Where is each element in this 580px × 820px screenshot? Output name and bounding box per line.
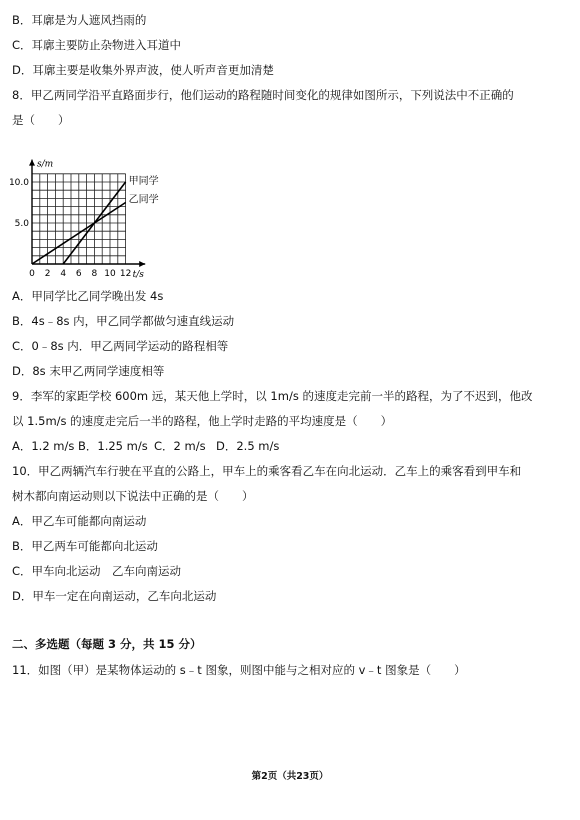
q10-option-b: B．甲乙两车可能都向北运动 bbox=[12, 539, 158, 553]
q10-option-a: A．甲乙车可能都向南运动 bbox=[12, 514, 147, 528]
q7-option-c: C．耳廓主要防止杂物进入耳道中 bbox=[12, 38, 182, 52]
x-tick-label: 4 bbox=[60, 269, 67, 279]
s-t-graph bbox=[8, 140, 173, 280]
q9-options bbox=[12, 438, 572, 454]
grid-lines bbox=[32, 174, 126, 264]
q9-option-a: A．1.2 m/s bbox=[12, 439, 75, 453]
q9-stem-line2: 以 1.5m/s 的速度走完后一半的路程，他上学时走路的平均速度是（ ） bbox=[12, 414, 393, 428]
q7-option-d: D．耳廓主要是收集外界声波，使人听声音更加清楚 bbox=[12, 63, 274, 77]
q8-stem-line1: 8．甲乙两同学沿平直路面步行，他们运动的路程随时间变化的规律如图所示，下列说法中不正确的 bbox=[12, 88, 514, 102]
series-label-yi: 乙同学 bbox=[128, 194, 159, 206]
x-tick-label: 6 bbox=[75, 269, 82, 279]
q9-option-b: B．1.25 m/s bbox=[78, 439, 148, 453]
x-tick-label: 10 bbox=[104, 269, 116, 279]
y-axis-arrow bbox=[29, 160, 35, 166]
y-tick-label: 5.0 bbox=[14, 219, 29, 229]
q10-option-c: C．甲车向北运动 乙车向南运动 bbox=[12, 564, 182, 578]
q8-option-a: A．甲同学比乙同学晚出发 4s bbox=[12, 289, 164, 303]
axes bbox=[9, 160, 145, 280]
y-axis-label: s/m bbox=[37, 159, 54, 170]
x-tick-label: 2 bbox=[44, 269, 51, 279]
x-axis-arrow bbox=[139, 261, 145, 267]
q8-option-b: B．4s﹣8s 内，甲乙同学都做匀速直线运动 bbox=[12, 314, 235, 328]
q11-stem: 11．如图（甲）是某物体运动的 s﹣t 图象，则图中能与之相对应的 v﹣t 图象是（ ） bbox=[12, 663, 466, 677]
q9-option-c: C．2 m/s bbox=[154, 439, 206, 453]
series-label-jia: 甲同学 bbox=[128, 176, 159, 187]
q10-stem-line1: 10．甲乙两辆汽车行驶在平直的公路上，甲车上的乘客看乙车在向北运动．乙车上的乘客看到甲车和 bbox=[12, 464, 522, 478]
page-footer: 第2页（共23页） bbox=[251, 771, 329, 782]
q8-stem-line2: 是（ ） bbox=[12, 113, 70, 127]
q10-stem-line2: 树木都向南运动则以下说法中正确的是（ ） bbox=[12, 489, 254, 503]
q9-option-d: D．2.5 m/s bbox=[216, 439, 280, 453]
q8-option-d: D．8s 末甲乙两同学速度相等 bbox=[12, 364, 165, 378]
x-axis-label: t/s bbox=[132, 270, 144, 280]
q9-stem-line1: 9．李军的家距学校 600m 远，某天他上学时，以 1m/s 的速度走完前一半的路程，为了不迟到，他改 bbox=[12, 389, 533, 403]
q7-option-b: B．耳廓是为人遮风挡雨的 bbox=[12, 13, 147, 27]
x-tick-label: 0 bbox=[29, 269, 35, 279]
x-tick-label: 12 bbox=[119, 269, 132, 279]
section2-title: 二、多选题（每题 3 分，共 15 分） bbox=[12, 637, 202, 651]
q10-option-d: D．甲车一定在向南运动，乙车向北运动 bbox=[12, 589, 217, 603]
y-tick-label: 10.0 bbox=[8, 178, 29, 188]
q8-option-c: C．0﹣8s 内．甲乙两同学运动的路程相等 bbox=[12, 339, 229, 353]
x-tick-label: 8 bbox=[91, 269, 98, 279]
